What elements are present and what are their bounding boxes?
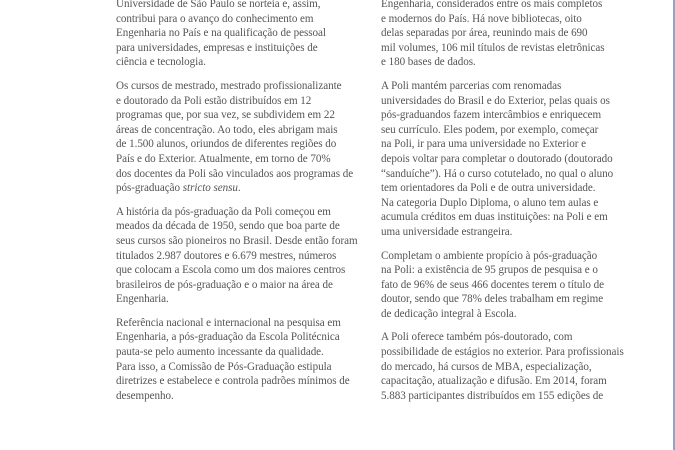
text-line: Engenharia no País e na qualificação de pessoal — [116, 27, 326, 40]
text-line: diretrizes e estabelece e controla padrões mínimos de — [116, 375, 350, 388]
text-line: Engenharia. — [116, 293, 169, 306]
text-line: depois voltar para completar o doutorado (doutorado — [381, 152, 613, 165]
text-line: pós-graduandos fazem intercâmbios e enriquecem — [381, 109, 602, 122]
text-line: dos docentes da Poli são vinculados aos programas de — [116, 167, 354, 180]
text-line: delas separadas por área, reunindo mais de 690 — [381, 27, 588, 40]
right-text-column — [381, 0, 643, 412]
paragraph-reference — [116, 316, 366, 404]
text-line: “sanduíche”). Há o curso cotutelado, no qual o aluno — [381, 167, 614, 180]
text-line: mil volumes, 106 mil títulos de revistas eletrônicas — [381, 41, 605, 54]
paragraph-intro-continuation — [116, 0, 366, 70]
text-line: de 1.500 alunos, oriundos de diferentes regiões do — [116, 138, 337, 151]
text-line: seus cursos são pioneiros no Brasil. Desde então foram — [116, 234, 358, 247]
text-line: Completam o ambiente propício à pós-graduação — [381, 249, 598, 262]
text-line: programas que, por sua vez, se subdividem em 22 — [116, 109, 335, 122]
left-text-column — [116, 0, 366, 412]
text-line: tem orientadores da Poli e de outra universidade. — [381, 182, 596, 195]
paragraph-postdoc — [381, 330, 643, 403]
paragraph-partnerships — [381, 79, 643, 240]
paragraph-history — [116, 205, 366, 307]
text-line: A história da pós-graduação da Poli começou em — [116, 205, 331, 218]
text-line: acumula créditos em duas instituições: na Poli e em — [381, 211, 608, 224]
text-line: brasileiros de pós-graduação e o maior na área de — [116, 278, 333, 291]
text-line: A Poli oferece também pós-doutorado, com — [381, 331, 573, 344]
text-line: desempenho. — [116, 389, 174, 402]
text-line: doutor, sendo que 78% deles trabalham em regime — [381, 293, 604, 306]
text-line: Engenharia, considerados entre os mais completos — [381, 0, 603, 10]
text-line: A Poli mantém parcerias com renomadas — [381, 79, 562, 92]
text-line: e 180 bases de dados. — [381, 56, 476, 69]
text-line: Na categoria Duplo Diploma, o aluno tem aulas e — [381, 196, 599, 209]
text-line: possibilidade de estágios no exterior. Para profissionais — [381, 346, 624, 359]
text-line: ciência e tecnologia. — [116, 56, 206, 69]
text-line: na Poli: a existência de 95 grupos de pesquisa e o — [381, 264, 598, 277]
text-line: Universidade de São Paulo se norteia e, assim, — [116, 0, 321, 10]
text-line: capacitação, atualização e difusão. Em 2014, foram — [381, 375, 607, 388]
text-line: pauta-se pelo aumento incessante da qualidade. — [116, 346, 324, 359]
text-line: e doutorado da Poli estão distribuídos em 12 — [116, 94, 312, 107]
text-line: do mercado, há cursos de MBA, especialização, — [381, 360, 592, 373]
text-line: fato de 96% de seus 466 docentes terem o título de — [381, 278, 605, 291]
text-line: de dedicação integral à Escola. — [381, 307, 517, 320]
text-line: Para isso, a Comissão de Pós-Graduação estipula — [116, 360, 332, 373]
text-line: e modernos do País. Há nove bibliotecas, oito — [381, 12, 582, 25]
paragraph-programs — [116, 79, 366, 196]
paragraph-research-groups — [381, 249, 643, 322]
text-line: universidades do Brasil e do Exterior, pelas quais os — [381, 94, 610, 107]
text-line: seu currículo. Eles podem, por exemplo, começar — [381, 123, 599, 136]
text-line: Engenharia, a pós-graduação da Escola Politécnica — [116, 331, 340, 344]
text-line: áreas de concentração. Ao todo, eles abrigam mais — [116, 123, 338, 136]
stricto-sensu-italic: stricto sensu — [182, 182, 238, 195]
text-line: contribui para o avanço do conhecimento em — [116, 12, 314, 25]
text-fragment: pós-graduação — [116, 182, 183, 195]
text-line-stricto-sensu — [116, 181, 366, 196]
text-line: titulados 2.987 doutores e 6.679 mestres, números — [116, 249, 337, 262]
text-line: que colocam a Escola como um dos maiores centros — [116, 264, 346, 277]
text-line: meados da década de 1950, sendo que boa parte de — [116, 220, 340, 233]
text-line: para universidades, empresas e instituições de — [116, 41, 318, 54]
text-line: Os cursos de mestrado, mestrado profissionalizante — [116, 79, 342, 92]
text-line: uma universidade estrangeira. — [381, 225, 513, 238]
text-line: Referência nacional e internacional na pesquisa em — [116, 316, 341, 329]
text-line: País e do Exterior. Atualmente, em torno de 70% — [116, 152, 331, 165]
paragraph-libraries — [381, 0, 643, 70]
text-fragment: . — [237, 182, 241, 195]
text-line: 5.883 participantes distribuídos em 155 edições de — [381, 389, 604, 402]
text-line: na Poli, ir para uma universidade no Exterior e — [381, 138, 586, 151]
